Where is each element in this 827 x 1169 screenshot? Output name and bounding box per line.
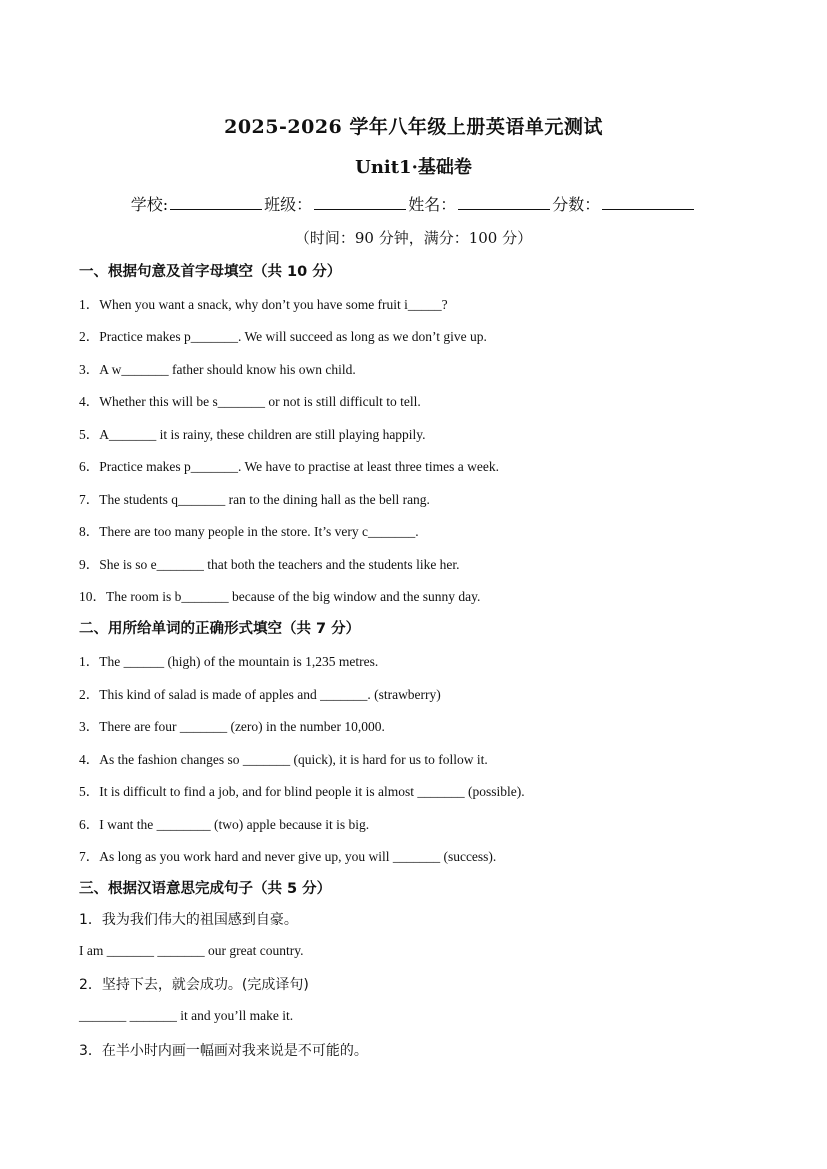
- school-label: 学校:: [130, 195, 169, 214]
- question-item: 2．Practice makes p_______. We will succeed as long as we don’t give up.: [79, 329, 487, 344]
- question-item: 6．I want the ________ (two) apple because it is big.: [79, 817, 370, 832]
- name-label: 姓名：: [408, 195, 457, 214]
- question-item: 5．A_______ it is rainy, these children are still playing happily.: [79, 427, 426, 442]
- question-item: 1．When you want a snack, why don’t you have some fruit i_____?: [79, 297, 448, 312]
- section-heading: 一、根据句意及首字母填空（共 10 分）: [79, 264, 342, 280]
- question-item: 3．在半小时内画一幅画对我来说是不可能的。: [79, 1043, 368, 1059]
- question-item: 9．She is so e_______ that both the teachers and the students like her.: [79, 557, 460, 572]
- question-item: 6．Practice makes p_______. We have to practise at least three times a week.: [79, 459, 500, 474]
- question-item: 7．The students q_______ ran to the dining hall as the bell rang.: [79, 492, 430, 507]
- question-item: I am _______ _______ our great country.: [79, 943, 304, 958]
- question-item: 7．As long as you work hard and never give up, you will _______ (success).: [79, 849, 497, 864]
- question-item: 1．The ______ (high) of the mountain is 1,235 metres.: [79, 654, 379, 669]
- score-blank[interactable]: [602, 195, 694, 210]
- class-blank[interactable]: [314, 195, 406, 210]
- section-heading: 二、用所给单词的正确形式填空（共 7 分）: [79, 621, 361, 637]
- question-item: 3．A w_______ father should know his own child.: [79, 362, 356, 377]
- question-item: 4．As the fashion changes so _______ (quick), it is hard for us to follow it.: [79, 752, 488, 767]
- question-item: 3．There are four _______ (zero) in the number 10,000.: [79, 719, 385, 734]
- question-item: 2．This kind of salad is made of apples and _______. (strawberry): [79, 687, 441, 702]
- question-item: 4．Whether this will be s_______ or not is still difficult to tell.: [79, 394, 421, 409]
- question-item: 5．It is difficult to find a job, and for blind people it is almost _______ (possible).: [79, 784, 525, 799]
- class-label: 班级：: [264, 195, 313, 214]
- exam-title: 2025-2026 学年八年级上册英语单元测试: [224, 116, 603, 138]
- time-info: （时间：90 分钟，满分：100 分）: [294, 229, 533, 247]
- question-item: _______ _______ it and you’ll make it.: [79, 1008, 294, 1023]
- school-blank[interactable]: [170, 195, 262, 210]
- name-blank[interactable]: [458, 195, 550, 210]
- section-heading: 三、根据汉语意思完成句子（共 5 分）: [79, 881, 332, 897]
- question-item: 2．坚持下去，就会成功。(完成译句): [79, 977, 309, 993]
- exam-subtitle: Unit1·基础卷: [355, 157, 472, 178]
- question-item: 10．The room is b_______ because of the big window and the sunny day.: [79, 589, 481, 604]
- score-label: 分数：: [552, 195, 601, 214]
- question-item: 8．There are too many people in the store. It’s very c_______.: [79, 524, 419, 539]
- question-item: 1．我为我们伟大的祖国感到自豪。: [79, 912, 298, 928]
- student-info-row: [0, 192, 827, 215]
